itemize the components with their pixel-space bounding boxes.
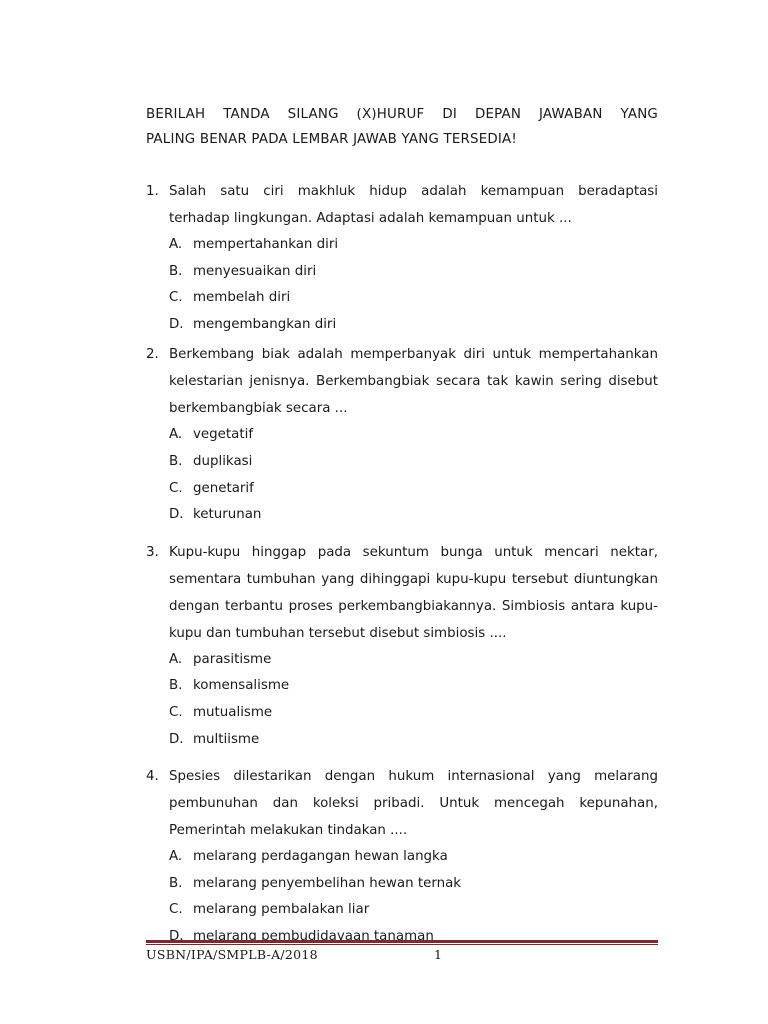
option-b [169, 449, 658, 476]
answer-options [169, 232, 658, 338]
option-letter: B. [169, 263, 183, 279]
instruction-line-1: BERILAH TANDA SILANG (X)HURUF DI DEPAN JAWABAN YANG [146, 107, 658, 122]
question-text-line: terhadap lingkungan. Adaptasi adalah kemampuan untuk ... [169, 211, 572, 226]
answer-options [169, 647, 658, 753]
footer-exam-code: USBN/IPA/SMPLB-A/2018 [146, 947, 318, 962]
option-text: melarang perdagangan hewan langka [193, 849, 448, 865]
question-text-line: Pemerintah melakukan tindakan .... [169, 823, 408, 839]
option-d [169, 502, 658, 529]
option-letter: C. [169, 902, 183, 918]
footer-divider [146, 940, 658, 945]
instruction-heading [146, 102, 658, 152]
option-text: genetarif [193, 480, 254, 496]
option-a [169, 647, 658, 674]
option-text: vegetatif [193, 427, 254, 443]
option-c [169, 700, 658, 727]
question-number: 1. [146, 184, 159, 199]
question-text-line: kupu dan tumbuhan tersebut disebut simbiosis .... [169, 625, 507, 641]
option-letter: A. [169, 651, 183, 667]
question-4 [146, 763, 658, 950]
option-a [169, 232, 658, 259]
question-text [169, 178, 658, 232]
question-text-line: dengan terbantu proses perkembangbiakannya. Simbiosis antara kupu- [169, 598, 658, 614]
option-text: menyesuaikan diri [193, 263, 317, 279]
option-a [169, 844, 658, 871]
option-c [169, 897, 658, 924]
option-letter: B. [169, 875, 183, 891]
question-text-line: berkembangbiak secara ... [169, 401, 348, 417]
option-text: melarang penyembelihan hewan ternak [193, 875, 462, 891]
option-text: melarang pembalakan liar [193, 902, 370, 918]
question-2 [146, 341, 658, 528]
question-text-line: kelestarian jenisnya. Berkembangbiak secara tak kawin sering disebut [169, 374, 658, 390]
option-text: mengembangkan diri [193, 316, 337, 332]
option-text: melarang pembudidayaan tanaman [193, 928, 434, 944]
question-text-line: Berkembang biak adalah memperbanyak diri untuk mempertahankan [169, 347, 658, 363]
option-c [169, 285, 658, 312]
option-text: parasitisme [193, 651, 272, 667]
answer-options [169, 422, 658, 528]
question-text [169, 341, 658, 422]
option-text: komensalisme [193, 678, 290, 694]
question-text-line: Salah satu ciri makhluk hidup adalah kemampuan beradaptasi [169, 184, 658, 199]
footer-page-number: 1 [434, 947, 442, 962]
option-letter: D. [169, 316, 184, 332]
question-1 [146, 178, 658, 338]
option-a [169, 422, 658, 449]
question-text-line: Kupu-kupu hinggap pada sekuntum bunga untuk mencari nektar, [169, 544, 658, 560]
option-letter: D. [169, 507, 184, 523]
question-text-line: Spesies dilestarikan dengan hukum internasional yang melarang [169, 769, 658, 785]
question-3 [146, 539, 658, 753]
option-text: mutualisme [193, 704, 273, 720]
question-number: 4. [146, 769, 159, 785]
question-list [146, 178, 658, 951]
question-text [169, 763, 658, 844]
option-b [169, 259, 658, 286]
option-text: keturunan [193, 507, 262, 523]
option-letter: D. [169, 928, 184, 944]
option-letter: D. [169, 731, 184, 747]
option-letter: A. [169, 849, 183, 865]
option-letter: C. [169, 480, 183, 496]
option-c [169, 476, 658, 503]
option-b [169, 871, 658, 898]
question-text [169, 539, 658, 647]
option-letter: B. [169, 678, 183, 694]
answer-options [169, 844, 658, 950]
option-text: membelah diri [193, 290, 291, 306]
option-text: duplikasi [193, 453, 253, 469]
option-letter: A. [169, 427, 183, 443]
option-text: multiisme [193, 731, 260, 747]
question-number: 2. [146, 347, 159, 363]
question-text-line: sementara tumbuhan yang dihinggapi kupu-kupu tersebut diuntungkan [169, 571, 658, 587]
option-letter: A. [169, 237, 183, 252]
option-letter: C. [169, 290, 183, 306]
option-letter: C. [169, 704, 183, 720]
option-b [169, 673, 658, 700]
option-text: mempertahankan diri [193, 237, 339, 252]
question-text-line: pembunuhan dan koleksi pribadi. Untuk mencegah kepunahan, [169, 796, 658, 812]
option-letter: B. [169, 453, 183, 469]
option-d [169, 727, 658, 754]
option-d [169, 312, 658, 339]
instruction-line-2: PALING BENAR PADA LEMBAR JAWAB YANG TERSEDIA! [146, 132, 517, 147]
question-number: 3. [146, 544, 159, 560]
